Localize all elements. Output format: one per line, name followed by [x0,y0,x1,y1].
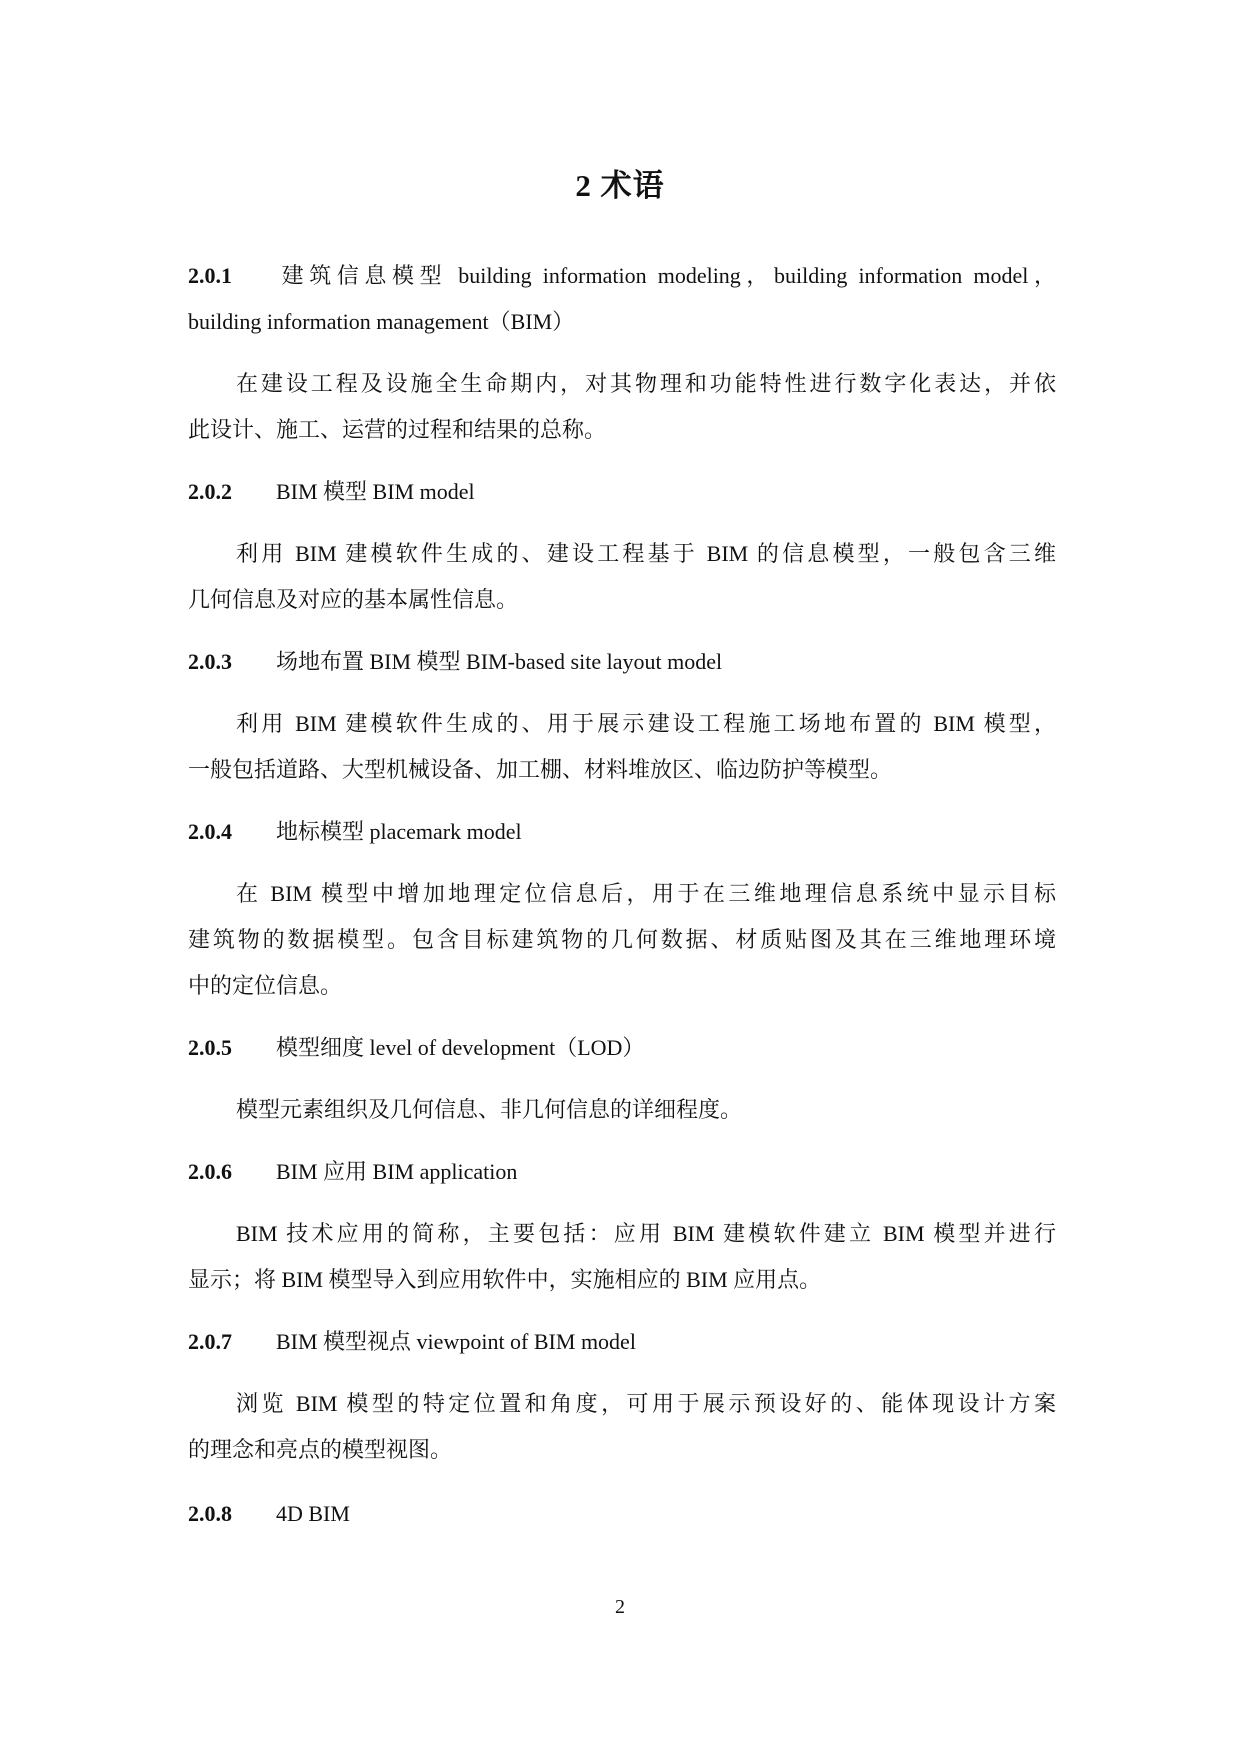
term-heading-2-0-8 [188,1500,1056,1528]
chapter-title: 2 术语 [575,168,665,203]
term-number: 2.0.2 [188,479,232,504]
term-definition-line: 一般包括道路、大型机械设备、加工棚、材料堆放区、临边防护等模型。 [188,757,893,782]
term-number: 2.0.3 [188,649,232,674]
term-title: 模型细度 level of development（LOD） [276,1035,645,1060]
term-definition-line: 的理念和亮点的模型视图。 [188,1437,453,1462]
term-definition-line: 几何信息及对应的基本属性信息。 [188,587,519,612]
term-definition-line: 中的定位信息。 [188,973,343,998]
term-heading-2-0-7 [188,1328,1056,1356]
term-definition-line: BIM 技术应用的简称，主要包括：应用 BIM 建模软件建立 BIM 模型并进行 [236,1221,1056,1246]
term-definition-line: 显示；将 BIM 模型导入到应用软件中，实施相应的 BIM 应用点。 [188,1267,822,1292]
term-title: BIM 应用 BIM application [276,1159,518,1184]
term-definition-line: 此设计、施工、运营的过程和结果的总称。 [188,417,607,442]
term-number: 2.0.6 [188,1159,232,1184]
term-heading-continuation: building information management（BIM） [188,309,575,334]
term-definition-line: 利用 BIM 建模软件生成的、建设工程基于 BIM 的信息模型，一般包含三维 [236,541,1056,566]
term-heading-2-0-6 [188,1158,1056,1186]
term-title: 地标模型 placemark model [276,819,522,844]
term-definition-line: 在建设工程及设施全生命期内，对其物理和功能特性进行数字化表达，并依 [236,371,1056,396]
term-heading-2-0-1 [188,262,1056,290]
term-definition-line: 模型元素组织及几何信息、非几何信息的详细程度。 [236,1097,743,1122]
term-number: 2.0.8 [188,1501,232,1526]
term-number: 2.0.5 [188,1035,232,1060]
term-heading-2-0-5 [188,1034,1056,1062]
term-heading-2-0-2 [188,478,1056,506]
term-title: 4D BIM [276,1501,350,1526]
term-number: 2.0.4 [188,819,232,844]
term-definition-line: 建筑物的数据模型。包含目标建筑物的几何数据、材质贴图及其在三维地理环境 [188,927,1056,952]
term-heading-2-0-3 [188,648,1056,676]
term-number: 2.0.7 [188,1329,232,1354]
term-title: 建筑信息模型 building information modeling，building information model， [276,263,1056,288]
term-definition-line: 在 BIM 模型中增加地理定位信息后，用于在三维地理信息系统中显示目标 [236,881,1056,906]
term-title: BIM 模型 BIM model [276,479,475,504]
term-number: 2.0.1 [188,263,232,288]
term-heading-2-0-4 [188,818,1056,846]
term-definition-line: 利用 BIM 建模软件生成的、用于展示建设工程施工场地布置的 BIM 模型， [236,711,1056,736]
page-number: 2 [615,1596,625,1618]
term-definition-line: 浏览 BIM 模型的特定位置和角度，可用于展示预设好的、能体现设计方案 [236,1391,1056,1416]
term-title: 场地布置 BIM 模型 BIM-based site layout model [276,649,723,674]
term-title: BIM 模型视点 viewpoint of BIM model [276,1329,636,1354]
